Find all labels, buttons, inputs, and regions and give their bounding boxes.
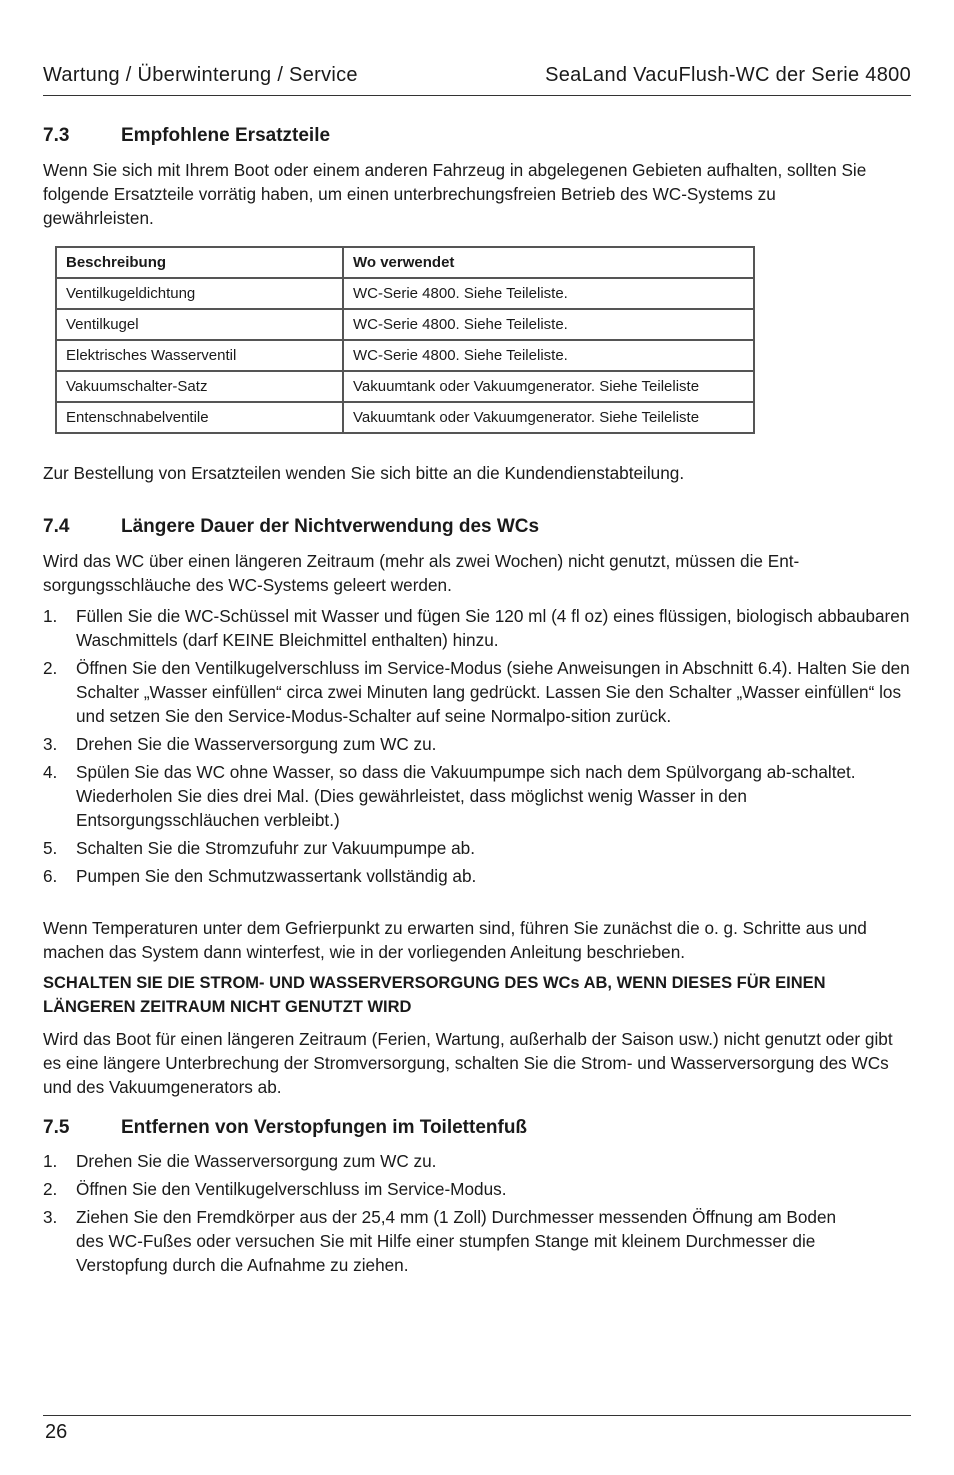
step-text: Drehen Sie die Wasserversorgung zum WC zu.: [76, 734, 437, 754]
section-number: 7.4: [43, 516, 70, 537]
step-text: Spülen Sie das WC ohne Wasser, so dass die Vakuumpumpe sich nach dem Spülvorgang ab-schaltet. Wiederholen Sie dies drei Mal. (Dies gewährleistet, dass möglichst wenig Wasser in den Entsorgungsschläuchen verbleibt.): [76, 762, 856, 830]
header-product-title: SeaLand VacuFlush-WC der Serie 4800: [545, 64, 911, 86]
table-row: [56, 371, 754, 402]
step-number: 3.: [43, 1207, 58, 1227]
table-cell: WC-Serie 4800. Siehe Teileliste.: [343, 340, 754, 371]
section-title: Längere Dauer der Nichtverwendung des WCs: [121, 516, 540, 537]
list-item: [43, 864, 911, 888]
section-title: Entfernen von Verstopfungen im Toilettenfuß: [121, 1117, 528, 1138]
table-cell: Ventilkugel: [56, 309, 343, 340]
step-text: Schalten Sie die Stromzufuhr zur Vakuumpumpe ab.: [76, 838, 476, 858]
step-text: Drehen Sie die Wasserversorgung zum WC zu.: [76, 1151, 437, 1171]
warning-heading: SCHALTEN SIE DIE STROM- UND WASSERVERSORGUNG DES WCs AB, WENN DIESES FÜR EINEN LÄNGEREN ZEITRAUM NICHT GENUTZT WIRD: [43, 974, 826, 1016]
table-row: [56, 309, 754, 340]
step-number: 2.: [43, 1179, 58, 1199]
section-title: Empfohlene Ersatzteile: [121, 125, 331, 146]
step-number: 2.: [43, 658, 58, 678]
table-row: [56, 340, 754, 371]
table-cell: Elektrisches Wasserventil: [56, 340, 343, 371]
table-cell: Vakuumschalter-Satz: [56, 371, 343, 402]
section-7-5-steps: [43, 1149, 863, 1281]
table-header-cell: Beschreibung: [56, 247, 343, 278]
step-number: 4.: [43, 762, 58, 782]
section-number: 7.3: [43, 125, 70, 146]
step-text: Öffnen Sie den Ventilkugelverschluss im Service-Modus.: [76, 1179, 507, 1199]
table-cell: Vakuumtank oder Vakuumgenerator. Siehe Teileliste: [343, 402, 754, 433]
step-number: 3.: [43, 734, 58, 754]
table-cell: WC-Serie 4800. Siehe Teileliste.: [343, 278, 754, 309]
step-text: Pumpen Sie den Schmutzwassertank vollständig ab.: [76, 866, 477, 886]
step-number: 5.: [43, 838, 58, 858]
warning-text: Wird das Boot für einen längeren Zeitraum (Ferien, Wartung, außerhalb der Saison usw.) nicht genutzt oder gibt es eine längere Unterbrechung der Stromversorgung, schalten Sie die Strom- und Wasserversorgung des WCs und des Vakuumgenerators ab.: [43, 1029, 893, 1097]
table-cell: Entenschnabelventile: [56, 402, 343, 433]
section-7-4-steps: [43, 604, 911, 892]
list-item: [43, 1177, 863, 1201]
section-7-3-intro: Wenn Sie sich mit Ihrem Boot oder einem anderen Fahrzeug in abgelegenen Gebieten aufhalten, sollten Sie folgende Ersatzteile vorrätig haben, um einen unterbrechungsfreien Betrieb des WC-Systems zu gewährleisten.: [43, 160, 867, 228]
list-item: [43, 760, 911, 832]
section-number: 7.5: [43, 1117, 70, 1138]
step-text: Ziehen Sie den Fremdkörper aus der 25,4 mm (1 Zoll) Durchmesser messenden Öffnung am Boden des WC-Fußes oder versuchen Sie mit Hilfe einer stumpfen Stange mit kleinem Durchmesser die Verstopfung durch die Aufnahme zu ziehen.: [76, 1207, 837, 1275]
step-number: 6.: [43, 866, 58, 886]
table-cell: Vakuumtank oder Vakuumgenerator. Siehe Teileliste: [343, 371, 754, 402]
step-number: 1.: [43, 1151, 58, 1171]
step-text: Füllen Sie die WC-Schüssel mit Wasser und fügen Sie 120 ml (4 fl oz) eines flüssigen, biologisch abbaubaren Waschmittels (darf KEINE Bleichmittel enthalten) hinzu.: [76, 606, 910, 650]
page-header: [43, 62, 911, 96]
list-item: [43, 1205, 863, 1277]
list-item: [43, 604, 911, 652]
table-cell: Ventilkugeldichtung: [56, 278, 343, 309]
table-cell: WC-Serie 4800. Siehe Teileliste.: [343, 309, 754, 340]
step-text: Öffnen Sie den Ventilkugelverschluss im Service-Modus (siehe Anweisungen in Abschnitt 6.4). Halten Sie den Schalter „Wasser einfüllen“ circa zwei Minuten lang gedrückt. Lassen Sie den Schalter „Wasser einfüllen“ los und setzen Sie den Service-Modus-Schalter auf seine Normalpo-sition zurück.: [76, 658, 910, 726]
table-header-row: [56, 247, 754, 278]
header-section-title: Wartung / Überwinterung / Service: [43, 64, 358, 86]
list-item: [43, 656, 911, 728]
table-row: [56, 278, 754, 309]
list-item: [43, 1149, 863, 1173]
page-number: 26: [45, 1421, 68, 1443]
list-item: [43, 836, 911, 860]
step-number: 1.: [43, 606, 58, 626]
section-7-3-outro: Zur Bestellung von Ersatzteilen wenden Sie sich bitte an die Kundendienstabteilung.: [43, 463, 685, 483]
table-header-cell: Wo verwendet: [343, 247, 754, 278]
table-row: [56, 402, 754, 433]
spare-parts-table: [55, 246, 755, 434]
footer-divider: [43, 1415, 911, 1416]
section-7-4-after: Wenn Temperaturen unter dem Gefrierpunkt zu erwarten sind, führen Sie zunächst die o. g. Schritte aus und machen das System dann winterfest, wie in der vorliegenden Anleitung beschrieben.: [43, 918, 867, 962]
section-7-4-intro: Wird das WC über einen längeren Zeitraum (mehr als zwei Wochen) nicht genutzt, müssen die Ent-sorgungsschläuche des WC-Systems geleert werden.: [43, 551, 800, 595]
list-item: [43, 732, 911, 756]
